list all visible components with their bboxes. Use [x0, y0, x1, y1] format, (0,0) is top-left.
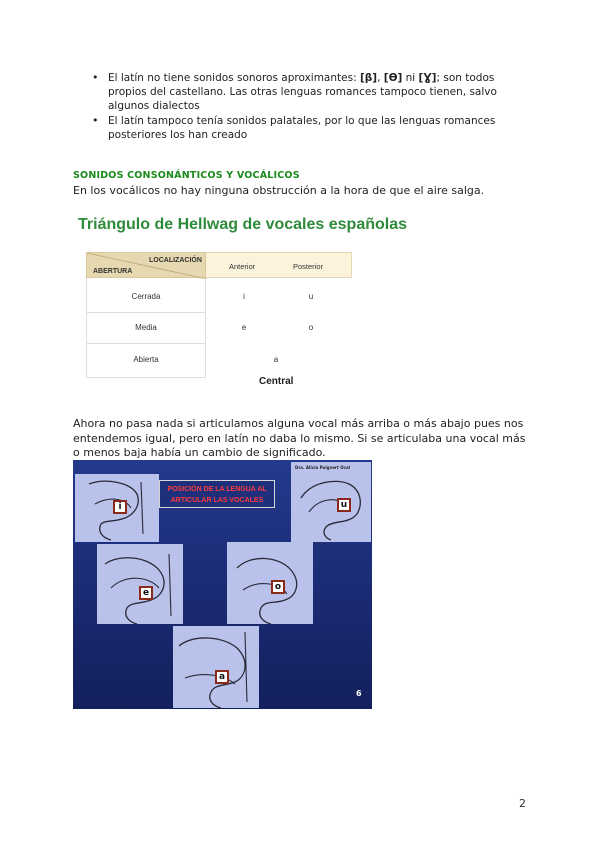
slide-number: 6 — [356, 689, 362, 698]
mouth-profile-icon — [291, 462, 371, 542]
bullet-item — [92, 114, 532, 142]
cell-u: u — [308, 292, 314, 301]
separator: , — [377, 72, 384, 84]
slide-title-line: POSICIÓN DE LA LENGUA AL — [167, 486, 267, 493]
slide-title — [159, 480, 275, 508]
slide-title-line: ARTICULAR LAS VOCALES — [170, 497, 264, 504]
cell-a: a — [273, 355, 279, 364]
mouth-profile-icon — [227, 542, 313, 624]
section-title: SONIDOS CONSONÁNTICOS Y VOCÁLICOS — [73, 170, 300, 181]
slide-credit: Dra. Alicia Puigvert Ocal — [295, 465, 351, 470]
vowel-box-a: a — [215, 670, 229, 684]
header-localizacion: LOCALIZACIÓN — [149, 257, 202, 264]
panel-a — [173, 626, 259, 708]
header-abertura: ABERTURA — [93, 268, 133, 275]
row-label-media: Media — [135, 323, 157, 332]
row-divider — [86, 312, 206, 313]
mouth-profile-icon — [173, 626, 259, 708]
vowel-box-u: u — [337, 498, 351, 512]
page-number: 2 — [519, 797, 526, 810]
panel-u — [291, 462, 371, 542]
bullet-text: ; son todos propios del castellano. Las otras lenguas romances tampoco tienen, salvo algunos dialectos — [108, 72, 497, 112]
vowel-box-i: i — [113, 500, 127, 514]
separator: ni — [402, 72, 419, 84]
central-label: Central — [259, 376, 294, 387]
panel-e — [97, 544, 183, 624]
col-posterior: Posterior — [293, 262, 324, 271]
bullet-text: El latín no tiene sonidos sonoros aproximantes: — [108, 72, 360, 84]
sound-symbol: [Ɣ] — [418, 72, 437, 84]
vowel-position-slide — [73, 460, 372, 709]
section-text: En los vocálicos no hay ninguna obstrucción a la hora de que el aire salga. — [73, 184, 485, 197]
bullet-list — [92, 71, 532, 143]
row-divider — [86, 343, 206, 344]
bullet-text: El latín tampoco tenía sonidos palatales, por lo que las lenguas romances posteriores los han creado — [108, 115, 496, 141]
vowel-box-e: e — [139, 586, 153, 600]
vowel-box-o: o — [271, 580, 285, 594]
cell-e: e — [241, 323, 247, 332]
col-anterior: Anterior — [229, 262, 256, 271]
vowel-table — [86, 252, 352, 378]
sound-symbol: [β] — [359, 72, 378, 84]
row-label-abierta: Abierta — [133, 355, 159, 364]
row-label-cerrada: Cerrada — [131, 292, 161, 301]
header-diagonal-cell — [86, 252, 206, 278]
panel-i — [75, 474, 159, 542]
bullet-item — [92, 71, 532, 113]
vowel-table-title: Triángulo de Hellwag de vocales españolas — [78, 216, 407, 233]
sound-symbol: [Ɵ] — [383, 72, 403, 84]
panel-o — [227, 542, 313, 624]
cell-i: i — [243, 292, 245, 301]
mouth-profile-icon — [97, 544, 183, 624]
cell-o: o — [308, 323, 314, 332]
paragraph: Ahora no pasa nada si articulamos alguna vocal más arriba o más abajo pues nos entendemos igual, pero en latín no daba lo mismo. Si se articulaba una vocal más o menos baja había un cambio de significado. — [73, 417, 526, 459]
